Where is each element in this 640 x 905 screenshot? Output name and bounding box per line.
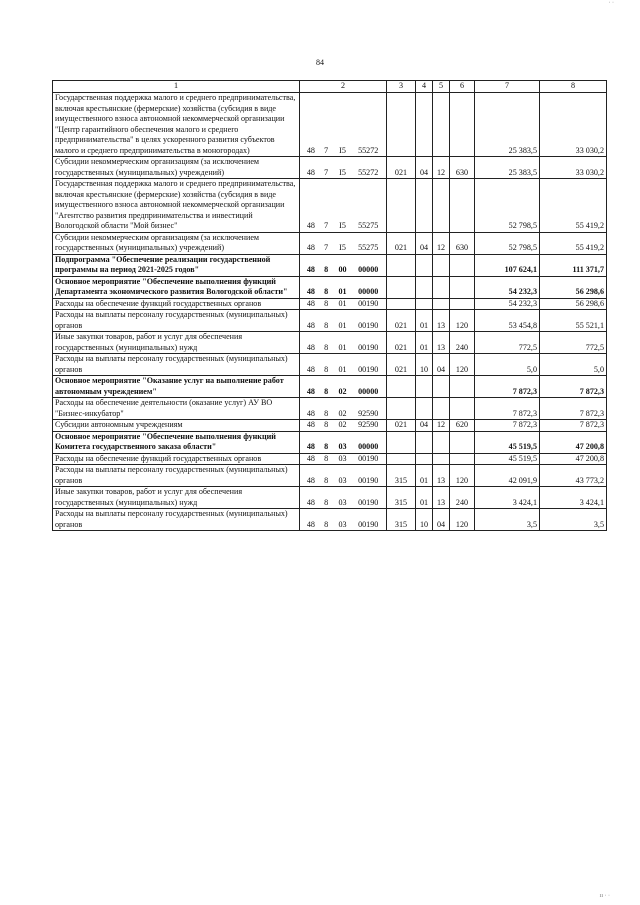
table-row [53, 420, 607, 432]
code-part: 01 [338, 364, 347, 374]
row-col-3 [387, 376, 416, 398]
table-row [53, 465, 607, 487]
row-code [300, 420, 387, 432]
row-col-4 [416, 254, 433, 276]
row-name: Расходы на обеспечение функций государственных органов [53, 298, 300, 310]
scan-mark-top: · · [608, 0, 614, 6]
row-amount-7: 7 872,3 [475, 398, 540, 420]
code-part: 8 [324, 497, 329, 507]
row-amount-8: 3,5 [540, 509, 607, 531]
row-col-6 [450, 179, 475, 233]
row-col-5: 13 [433, 487, 450, 509]
row-amount-8: 56 298,6 [540, 298, 607, 310]
code-part: 48 [306, 453, 315, 463]
code-part: 48 [306, 145, 315, 155]
code-part: 7 [324, 167, 329, 177]
row-col-3 [387, 431, 416, 453]
row-col-4 [416, 431, 433, 453]
row-name: Расходы на выплаты персоналу государственных (муниципальных) органов [53, 354, 300, 376]
code-part: 02 [338, 386, 347, 396]
row-col-4 [416, 179, 433, 233]
row-name: Подпрограмма "Обеспечение реализации государственной программы на период 2021-2025 годов" [53, 254, 300, 276]
code-part: 8 [324, 287, 329, 296]
row-amount-8: 5,0 [540, 354, 607, 376]
row-col-4 [416, 376, 433, 398]
row-col-5: 12 [433, 232, 450, 254]
row-amount-8: 111 371,7 [540, 254, 607, 276]
row-amount-7: 7 872,3 [475, 420, 540, 432]
header-row [53, 81, 607, 93]
row-name: Иные закупки товаров, работ и услуг для обеспечения государственных (муниципальных) нужд [53, 332, 300, 354]
row-col-5 [433, 431, 450, 453]
row-col-3 [387, 93, 416, 157]
code-part: 48 [306, 221, 315, 230]
code-part: 55275 [358, 221, 379, 230]
code-part: 48 [306, 243, 315, 252]
row-amount-7: 3,5 [475, 509, 540, 531]
row-col-6 [450, 431, 475, 453]
table-row [53, 487, 607, 509]
code-part: 00190 [358, 519, 379, 529]
row-col-6 [450, 93, 475, 157]
row-name: Основное мероприятие "Обеспечение выполнения функций Департамента экономического развития Вологодской области" [53, 276, 300, 298]
row-col-5: 04 [433, 354, 450, 376]
code-part: 48 [306, 265, 315, 274]
code-part: 03 [338, 475, 347, 485]
code-part: 48 [306, 287, 315, 296]
row-code [300, 298, 387, 310]
code-part: 8 [324, 342, 329, 352]
code-part: 00190 [358, 497, 379, 507]
code-part: 00000 [358, 265, 379, 274]
code-part: 8 [324, 265, 329, 274]
header-col-3: 3 [387, 81, 416, 93]
row-name: Государственная поддержка малого и среднего предпринимательства, включая крестьянские (фермерские) хозяйства (субсидия в виде имущественного взноса автономной некоммерческой организации "Центр гарантийного обеспечения малого и среднего предпринимательства" в целях ускоренного развития субъектов малого и среднего предпринимательства в моногородах) [53, 93, 300, 157]
code-part: 55272 [358, 145, 379, 155]
row-amount-7: 52 798,5 [475, 232, 540, 254]
code-part: 8 [324, 453, 329, 463]
code-part: 00190 [358, 342, 379, 352]
code-part: 03 [338, 497, 347, 507]
row-col-6 [450, 254, 475, 276]
code-part: 01 [338, 320, 347, 330]
header-col-5: 5 [433, 81, 450, 93]
header-col-4: 4 [416, 81, 433, 93]
row-col-3: 021 [387, 420, 416, 432]
row-col-5: 12 [433, 157, 450, 179]
row-code [300, 487, 387, 509]
table-row [53, 354, 607, 376]
code-part: 48 [306, 298, 315, 308]
row-col-6: 120 [450, 509, 475, 531]
row-col-3: 315 [387, 465, 416, 487]
row-amount-8: 772,5 [540, 332, 607, 354]
row-amount-7: 25 383,5 [475, 93, 540, 157]
row-amount-8: 3 424,1 [540, 487, 607, 509]
row-col-6: 240 [450, 332, 475, 354]
row-col-6 [450, 398, 475, 420]
code-part: 00190 [358, 453, 379, 463]
row-col-5: 13 [433, 310, 450, 332]
row-col-4: 10 [416, 509, 433, 531]
row-col-6 [450, 453, 475, 465]
row-code [300, 431, 387, 453]
code-part: I5 [339, 145, 346, 155]
row-col-5: 12 [433, 420, 450, 432]
table-row [53, 509, 607, 531]
code-part: 8 [324, 320, 329, 330]
code-part: 7 [324, 221, 329, 230]
row-amount-7: 772,5 [475, 332, 540, 354]
row-col-6: 120 [450, 354, 475, 376]
row-code [300, 376, 387, 398]
row-col-5 [433, 298, 450, 310]
code-part: 48 [306, 167, 315, 177]
row-col-3: 021 [387, 232, 416, 254]
row-code [300, 93, 387, 157]
code-part: 92590 [358, 420, 379, 429]
row-name: Иные закупки товаров, работ и услуг для обеспечения государственных (муниципальных) нужд [53, 487, 300, 509]
row-code [300, 310, 387, 332]
code-part: I5 [339, 167, 346, 177]
row-amount-8: 55 419,2 [540, 232, 607, 254]
row-name: Государственная поддержка малого и среднего предпринимательства, включая крестьянские (фермерские) хозяйства (субсидия в виде имущественного взноса автономной некоммерческой организации "Агентство развития предпринимательства и инвестиций Вологодской области "Мой бизнес" [53, 179, 300, 233]
row-code [300, 157, 387, 179]
row-col-4: 10 [416, 354, 433, 376]
code-part: 8 [324, 386, 329, 396]
row-amount-7: 5,0 [475, 354, 540, 376]
row-col-3: 021 [387, 310, 416, 332]
table-row [53, 376, 607, 398]
row-col-5 [433, 254, 450, 276]
row-col-4: 01 [416, 465, 433, 487]
code-part: 8 [324, 420, 329, 429]
row-code [300, 232, 387, 254]
code-part: 00000 [358, 386, 379, 396]
code-part: 00190 [358, 298, 379, 308]
table-row [53, 453, 607, 465]
row-col-6: 120 [450, 310, 475, 332]
row-col-4 [416, 93, 433, 157]
code-part: 8 [324, 298, 329, 308]
row-col-6: 240 [450, 487, 475, 509]
row-amount-7: 45 519,5 [475, 431, 540, 453]
row-col-5: 13 [433, 465, 450, 487]
row-col-6: 620 [450, 420, 475, 432]
row-col-3: 315 [387, 487, 416, 509]
row-col-4: 04 [416, 157, 433, 179]
row-col-3 [387, 453, 416, 465]
row-amount-7: 54 232,3 [475, 298, 540, 310]
code-part: 48 [306, 519, 315, 529]
row-col-3 [387, 276, 416, 298]
budget-table [52, 80, 607, 531]
row-col-4 [416, 453, 433, 465]
row-amount-8: 47 200,8 [540, 431, 607, 453]
code-part: 7 [324, 145, 329, 155]
row-col-4: 04 [416, 420, 433, 432]
row-amount-8: 7 872,3 [540, 398, 607, 420]
code-part: 00000 [358, 442, 379, 451]
row-amount-7: 54 232,3 [475, 276, 540, 298]
row-col-4: 01 [416, 310, 433, 332]
row-col-6 [450, 298, 475, 310]
row-amount-7: 107 624,1 [475, 254, 540, 276]
code-part: 8 [324, 475, 329, 485]
header-col-1: 1 [53, 81, 300, 93]
table-row [53, 157, 607, 179]
page-number: 84 [316, 58, 324, 67]
code-part: 8 [324, 364, 329, 374]
row-code [300, 332, 387, 354]
code-part: 00000 [358, 287, 379, 296]
row-name: Основное мероприятие "Обеспечение выполнения функций Комитета государственного заказа области" [53, 431, 300, 453]
row-col-3: 021 [387, 354, 416, 376]
row-code [300, 465, 387, 487]
row-amount-8: 7 872,3 [540, 420, 607, 432]
code-part: 00190 [358, 320, 379, 330]
row-col-3: 315 [387, 509, 416, 531]
code-part: 48 [306, 420, 315, 429]
row-col-6 [450, 376, 475, 398]
code-part: 55272 [358, 167, 379, 177]
row-amount-8: 7 872,3 [540, 376, 607, 398]
row-name: Расходы на выплаты персоналу государственных (муниципальных) органов [53, 310, 300, 332]
row-col-5: 13 [433, 332, 450, 354]
row-name: Расходы на выплаты персоналу государственных (муниципальных) органов [53, 509, 300, 531]
row-col-4: 01 [416, 332, 433, 354]
code-part: 01 [338, 342, 347, 352]
row-code [300, 453, 387, 465]
code-part: 03 [338, 519, 347, 529]
row-code [300, 354, 387, 376]
table-row [53, 398, 607, 420]
code-part: 03 [338, 453, 347, 463]
row-amount-8: 43 773,2 [540, 465, 607, 487]
header-col-8: 8 [540, 81, 607, 93]
row-amount-8: 33 030,2 [540, 157, 607, 179]
code-part: I5 [339, 243, 346, 252]
row-col-3 [387, 179, 416, 233]
row-col-6: 630 [450, 157, 475, 179]
table-row [53, 332, 607, 354]
row-amount-7: 3 424,1 [475, 487, 540, 509]
row-col-5 [433, 453, 450, 465]
row-col-5 [433, 376, 450, 398]
code-part: 8 [324, 408, 329, 418]
row-amount-8: 56 298,6 [540, 276, 607, 298]
row-amount-7: 52 798,5 [475, 179, 540, 233]
row-code [300, 254, 387, 276]
row-col-4 [416, 298, 433, 310]
row-col-5 [433, 398, 450, 420]
code-part: 00190 [358, 364, 379, 374]
code-part: 8 [324, 519, 329, 529]
row-col-4: 04 [416, 232, 433, 254]
code-part: 02 [338, 420, 347, 429]
row-col-6: 120 [450, 465, 475, 487]
row-amount-8: 33 030,2 [540, 93, 607, 157]
code-part: 48 [306, 320, 315, 330]
row-amount-7: 42 091,9 [475, 465, 540, 487]
row-col-5 [433, 276, 450, 298]
row-col-5 [433, 93, 450, 157]
row-amount-8: 47 200,8 [540, 453, 607, 465]
header-col-7: 7 [475, 81, 540, 93]
row-amount-7: 7 872,3 [475, 376, 540, 398]
row-col-5: 04 [433, 509, 450, 531]
code-part: I5 [339, 221, 346, 230]
row-col-5 [433, 179, 450, 233]
table-row [53, 93, 607, 157]
table-row [53, 254, 607, 276]
row-col-3 [387, 398, 416, 420]
row-col-3: 021 [387, 157, 416, 179]
code-part: 55275 [358, 243, 379, 252]
code-part: 02 [338, 408, 347, 418]
code-part: 48 [306, 442, 315, 451]
row-name: Расходы на обеспечение функций государственных органов [53, 453, 300, 465]
table-row [53, 431, 607, 453]
code-part: 48 [306, 497, 315, 507]
code-part: 92590 [358, 408, 379, 418]
row-code [300, 276, 387, 298]
row-col-4: 01 [416, 487, 433, 509]
table-row [53, 298, 607, 310]
code-part: 00190 [358, 475, 379, 485]
row-code [300, 179, 387, 233]
code-part: 01 [338, 287, 347, 296]
row-col-4 [416, 398, 433, 420]
table-row [53, 310, 607, 332]
code-part: 7 [324, 243, 329, 252]
row-name: Субсидии некоммерческим организациям (за исключением государственных (муниципальных) учреждений) [53, 157, 300, 179]
header-col-6: 6 [450, 81, 475, 93]
row-col-4 [416, 276, 433, 298]
code-part: 8 [324, 442, 329, 451]
row-name: Субсидии некоммерческим организациям (за исключением государственных (муниципальных) учреждений) [53, 232, 300, 254]
code-part: 01 [338, 298, 347, 308]
row-code [300, 398, 387, 420]
row-col-3 [387, 254, 416, 276]
row-name: Основное мероприятие "Оказание услуг на выполнение работ автономным учреждением" [53, 376, 300, 398]
code-part: 48 [306, 364, 315, 374]
code-part: 00 [338, 265, 347, 274]
row-col-6 [450, 276, 475, 298]
header-col-2: 2 [300, 81, 387, 93]
row-amount-8: 55 521,1 [540, 310, 607, 332]
row-col-3: 021 [387, 332, 416, 354]
row-amount-8: 55 419,2 [540, 179, 607, 233]
table-row [53, 179, 607, 233]
row-amount-7: 45 519,5 [475, 453, 540, 465]
row-code [300, 509, 387, 531]
code-part: 48 [306, 386, 315, 396]
row-amount-7: 25 383,5 [475, 157, 540, 179]
table-row [53, 276, 607, 298]
row-name: Субсидии автономным учреждениям [53, 420, 300, 432]
code-part: 48 [306, 475, 315, 485]
scan-mark-bottom: ıı · · [599, 893, 610, 899]
row-name: Расходы на выплаты персоналу государственных (муниципальных) органов [53, 465, 300, 487]
code-part: 03 [338, 442, 347, 451]
table-row [53, 232, 607, 254]
row-col-6: 630 [450, 232, 475, 254]
code-part: 48 [306, 342, 315, 352]
row-name: Расходы на обеспечение деятельности (оказание услуг) АУ ВО "Бизнес-инкубатор" [53, 398, 300, 420]
code-part: 48 [306, 408, 315, 418]
row-col-3 [387, 298, 416, 310]
row-amount-7: 53 454,8 [475, 310, 540, 332]
